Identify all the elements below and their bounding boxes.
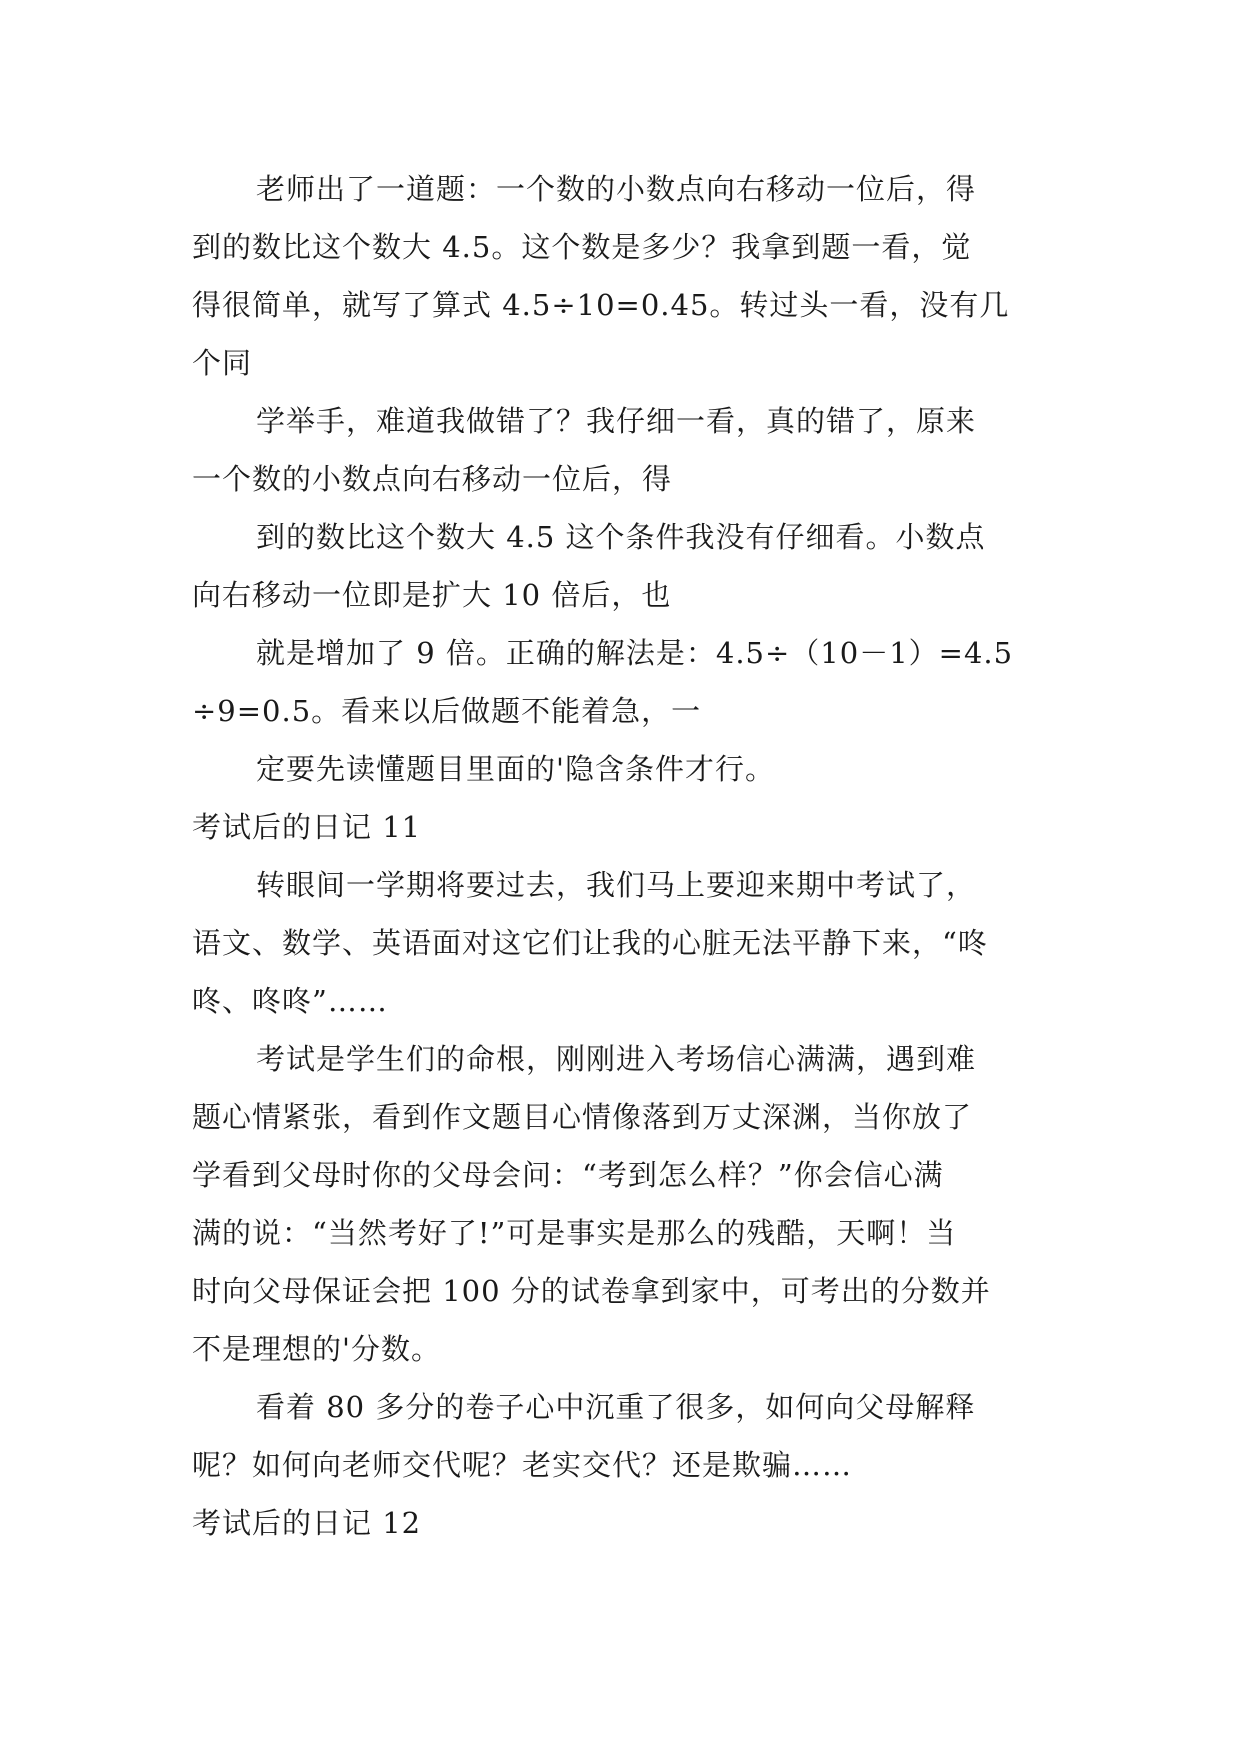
text-line: 到的数比这个数大 4.5 这个条件我没有仔细看。小数点	[256, 520, 986, 554]
text-line: 学看到父母时你的父母会问：“考到怎么样？”你会信心满	[192, 1158, 944, 1192]
text-line: 呢？如何向老师交代呢？老实交代？还是欺骗……	[192, 1448, 853, 1482]
paragraph	[192, 740, 1060, 798]
text-line: 满的说：“当然考好了!”可是事实是那么的残酷，天啊！当	[192, 1216, 957, 1250]
text-line: 语文、数学、英语面对这它们让我的心脏无法平静下来，“咚	[192, 926, 988, 960]
paragraph	[192, 856, 1060, 1030]
text-line: 一个数的小数点向右移动一位后，得	[192, 462, 673, 496]
paragraph	[192, 392, 1060, 508]
text-line: 就是增加了 9 倍。正确的解法是：4.5÷（10－1）=4.5	[256, 636, 1014, 670]
text-line: 个同	[192, 346, 253, 380]
text-line: 到的数比这个数大 4.5。这个数是多少？我拿到题一看，觉	[192, 230, 972, 264]
text-line: 考试是学生们的命根，刚刚进入考场信心满满，遇到难	[256, 1042, 977, 1076]
text-line: 咚、咚咚”……	[192, 984, 388, 1018]
document-body	[192, 160, 1060, 1552]
text-line: 学举手，难道我做错了？我仔细一看，真的错了，原来	[256, 404, 977, 438]
section-heading: 考试后的日记 12	[192, 1506, 422, 1540]
text-line: 转眼间一学期将要过去，我们马上要迎来期中考试了，	[256, 868, 977, 902]
text-line: 时向父母保证会把 100 分的试卷拿到家中，可考出的分数并	[192, 1274, 991, 1308]
text-line: 不是理想的'分数。	[192, 1332, 441, 1366]
text-line: 老师出了一道题：一个数的小数点向右移动一位后，得	[256, 172, 977, 206]
text-line: 题心情紧张，看到作文题目心情像落到万丈深渊，当你放了	[192, 1100, 973, 1134]
text-line: ÷9=0.5。看来以后做题不能着急，一	[192, 694, 702, 728]
text-line: 向右移动一位即是扩大 10 倍后，也	[192, 578, 672, 612]
text-line: 定要先读懂题目里面的'隐含条件才行。	[256, 752, 775, 786]
paragraph	[192, 1030, 1060, 1378]
paragraph	[192, 160, 1060, 392]
paragraph	[192, 508, 1060, 624]
paragraph	[192, 1378, 1060, 1494]
text-line: 得很简单，就写了算式 4.5÷10=0.45。转过头一看，没有几	[192, 288, 1010, 322]
paragraph	[192, 624, 1060, 740]
section-heading: 考试后的日记 11	[192, 810, 422, 844]
text-line: 看着 80 多分的卷子心中沉重了很多，如何向父母解释	[256, 1390, 976, 1424]
